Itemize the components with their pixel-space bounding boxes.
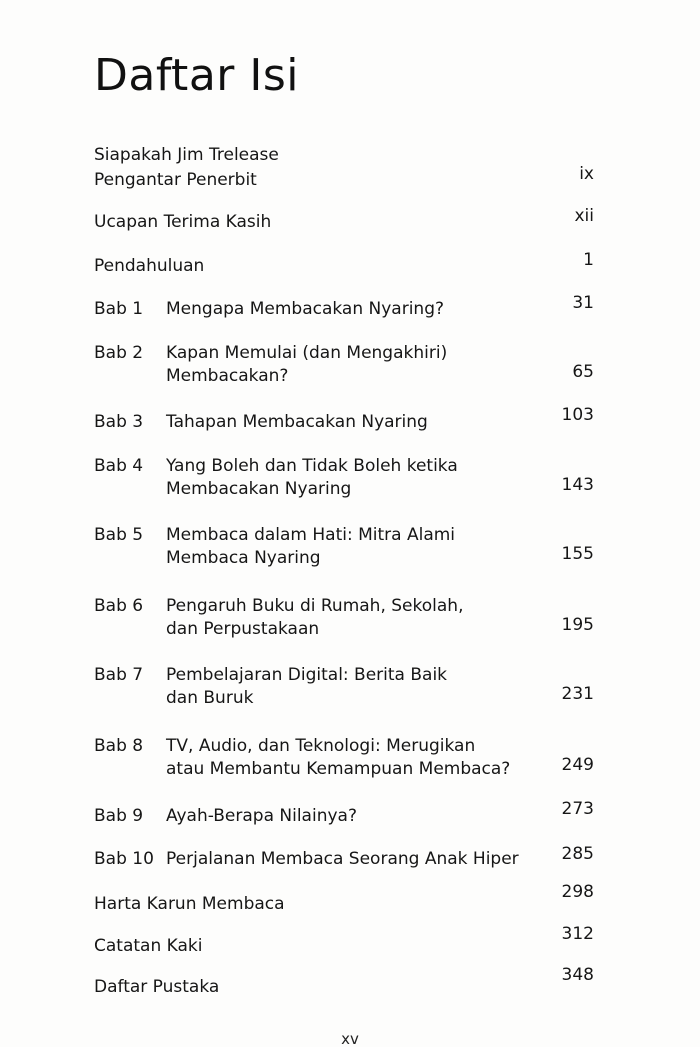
toc-page-number: 143 [561, 475, 594, 495]
chapter-title-line: Yang Boleh dan Tidak Boleh ketika [166, 456, 458, 476]
toc-page-number: 65 [572, 362, 594, 382]
toc-entry-pendahuluan[interactable] [94, 250, 594, 280]
chapter-label: Bab 8 [94, 736, 144, 756]
chapter-label: Bab 2 [94, 343, 144, 363]
chapter-title [166, 298, 444, 321]
chapter-title-line: Ayah-Berapa Nilainya? [166, 806, 357, 826]
toc-page-number: 155 [561, 544, 594, 564]
toc-page-number: 348 [561, 965, 594, 985]
toc-entry-bab-8[interactable] [94, 735, 594, 785]
toc-entry-bab-6[interactable] [94, 595, 594, 645]
page-title: Daftar Isi [94, 50, 299, 101]
toc-entry-text: Pengantar Penerbit [94, 170, 257, 190]
chapter-label: Bab 6 [94, 596, 144, 616]
toc-page-number: 273 [561, 799, 594, 819]
toc-page-number: 231 [561, 684, 594, 704]
toc-entry-daftar-pustaka[interactable] [94, 965, 594, 1001]
toc-entry-bab-10[interactable] [94, 844, 594, 873]
toc-page-number: 31 [572, 293, 594, 313]
toc-entry-harta-karun[interactable] [94, 882, 594, 918]
chapter-title [166, 342, 447, 388]
chapter-title [166, 805, 357, 828]
toc-entry-text: Catatan Kaki [94, 936, 203, 956]
chapter-label: Bab 7 [94, 665, 144, 685]
chapter-title-line: dan Buruk [166, 688, 254, 708]
chapter-title-line: Perjalanan Membaca Seorang Anak Hiper [166, 849, 519, 869]
toc-page-number: 312 [561, 924, 594, 944]
toc-entry-bab-1[interactable] [94, 293, 594, 323]
chapter-title-line: Membaca dalam Hati: Mitra Alami [166, 525, 456, 545]
chapter-title-line: Pembelajaran Digital: Berita Baik [166, 665, 448, 685]
toc-page-number: 298 [561, 882, 594, 902]
chapter-title [166, 664, 447, 710]
toc-page-number: 103 [561, 405, 594, 425]
toc-entry-bab-4[interactable] [94, 455, 594, 505]
toc-entry-bab-3[interactable] [94, 405, 594, 436]
chapter-title-line: Kapan Memulai (dan Mengakhiri) [166, 343, 448, 363]
toc-entry-bab-5[interactable] [94, 524, 594, 574]
toc-entry-pengantar[interactable] [94, 164, 594, 194]
toc-page-number: 195 [561, 615, 594, 635]
toc-page-number: ix [579, 164, 594, 184]
chapter-label: Bab 4 [94, 456, 144, 476]
chapter-label: Bab 9 [94, 806, 144, 826]
chapter-title [166, 848, 519, 871]
page-folio: xv [341, 1030, 359, 1047]
chapter-label: Bab 5 [94, 525, 144, 545]
chapter-title-line: Membacakan? [166, 366, 289, 386]
chapter-title-line: Membaca Nyaring [166, 548, 321, 568]
toc-page-number: 1 [583, 250, 594, 270]
chapter-title [166, 524, 455, 570]
chapter-title [166, 411, 428, 434]
chapter-title-line: Mengapa Membacakan Nyaring? [166, 299, 445, 319]
chapter-label: Bab 3 [94, 412, 144, 432]
chapter-title-line: dan Perpustakaan [166, 619, 320, 639]
toc-entry-text: Daftar Pustaka [94, 977, 220, 997]
chapter-title-line: Tahapan Membacakan Nyaring [166, 412, 428, 432]
toc-entry-bab-9[interactable] [94, 799, 594, 830]
toc-entry-bab-7[interactable] [94, 664, 594, 714]
chapter-title-line: TV, Audio, dan Teknologi: Merugikan [166, 736, 476, 756]
chapter-title-line: atau Membantu Kemampuan Membaca? [166, 759, 511, 779]
chapter-title-line: Pengaruh Buku di Rumah, Sekolah, [166, 596, 464, 616]
toc-entry-bab-2[interactable] [94, 342, 594, 392]
chapter-title [166, 735, 510, 781]
toc-page-number: 249 [561, 755, 594, 775]
toc-entry-ucapan[interactable] [94, 206, 594, 236]
toc-entry-text: Ucapan Terima Kasih [94, 212, 272, 232]
toc-page-number: xii [574, 206, 594, 226]
toc-page-number: 285 [561, 844, 594, 864]
chapter-title [166, 595, 463, 641]
toc-entry-text: Pendahuluan [94, 256, 205, 276]
toc-entry-catatan-kaki[interactable] [94, 924, 594, 960]
toc-entry-text: Harta Karun Membaca [94, 894, 285, 914]
toc-entry-text: Siapakah Jim Trelease [94, 145, 279, 165]
chapter-title-line: Membacakan Nyaring [166, 479, 352, 499]
chapter-title [166, 455, 458, 501]
chapter-label: Bab 1 [94, 299, 144, 319]
chapter-label: Bab 10 [94, 849, 154, 869]
